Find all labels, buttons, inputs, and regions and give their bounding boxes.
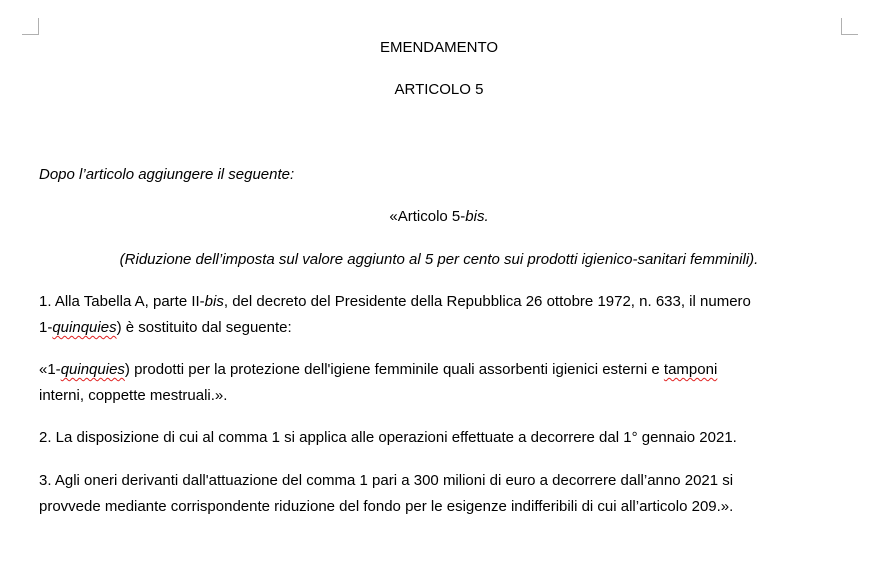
para1-e: quinquies xyxy=(52,319,117,336)
new-article-title xyxy=(39,208,839,226)
quote-d: tamponi xyxy=(663,361,718,378)
new-article-suffix: bis. xyxy=(465,208,489,225)
doc-title: EMENDAMENTO xyxy=(379,39,499,56)
quote-b: quinquies xyxy=(60,361,125,378)
quote-line2: interni, coppette mestruali.». xyxy=(39,387,228,404)
para1-line2 xyxy=(39,319,839,337)
margin-corner-top-right xyxy=(841,18,858,35)
para3-line1: 3. Agli oneri derivanti dall'attuazione del comma 1 pari a 300 milioni di euro a decorrere dall’anno 2021 si xyxy=(39,472,734,489)
para1-d: 1- xyxy=(39,319,53,336)
new-article-prefix: «Articolo 5- xyxy=(389,208,466,225)
para1-f: ) è sostituito dal seguente: xyxy=(116,319,292,336)
para3-line2: provvede mediante corrispondente riduzione del fondo per le esigenze indifferibili di cui all’articolo 209.». xyxy=(39,498,734,515)
para1-b: bis xyxy=(204,293,224,310)
quote-a: «1- xyxy=(39,361,61,378)
intro-text: Dopo l’articolo aggiungere il seguente: xyxy=(39,166,295,183)
new-article-subtitle: (Riduzione dell’imposta sul valore aggiunto al 5 per cento sui prodotti igienico-sanitari femminili). xyxy=(119,251,759,268)
quote-c: ) prodotti per la protezione dell'igiene femminile quali assorbenti igienici esterni e xyxy=(124,361,664,378)
para1-c: , del decreto del Presidente della Repubblica 26 ottobre 1972, n. 633, il numero xyxy=(223,293,751,310)
margin-corner-top-left xyxy=(22,18,39,35)
article-heading: ARTICOLO 5 xyxy=(394,81,484,98)
para2: 2. La disposizione di cui al comma 1 si applica alle operazioni effettuate a decorrere dal 1° gennaio 2021. xyxy=(39,429,737,446)
para1-a: 1. Alla Tabella A, parte II- xyxy=(39,293,205,310)
quote-line1 xyxy=(39,361,839,379)
para1-line1 xyxy=(39,293,839,311)
